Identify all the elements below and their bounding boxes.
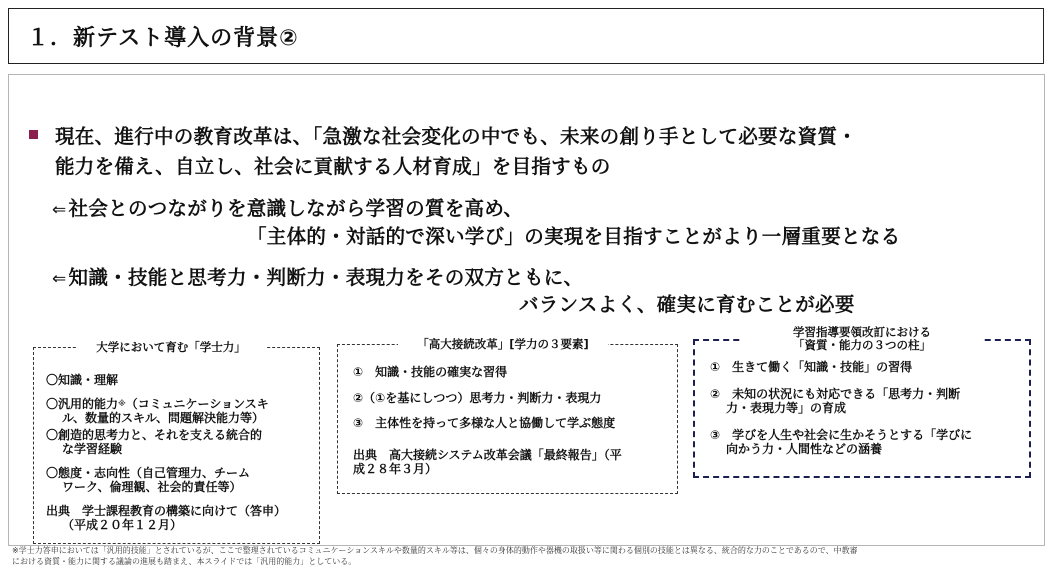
main-line-1: 現在、進行中の教育改革は、「急激な社会変化の中でも、未来の創り手として必要な資質・ bbox=[55, 125, 858, 148]
list-item: 〇態度・志向性（自己管理力、チーム bbox=[46, 465, 251, 480]
arrow-line-2-text: 知識・技能と思考力・判断力・表現力をその双方ともに、 bbox=[68, 266, 584, 289]
list-item: ③ 学びを人生や社会に生かそうとする「学びに bbox=[710, 427, 973, 442]
list-item-text: 〇汎用的能力 bbox=[46, 396, 119, 411]
list-item: ② 未知の状況にも対応できる「思考力・判断 bbox=[710, 386, 961, 401]
footnote-mark: ※ bbox=[118, 398, 126, 408]
source-citation-continued: （平成２０年１２月） bbox=[62, 518, 183, 532]
main-line-2: 能力を備え、自立し、社会に貢献する人材育成」を目指すもの bbox=[55, 155, 611, 178]
arrow-line-1-text: 社会とのつながりを意識しながら学習の質を高め、 bbox=[68, 197, 524, 220]
list-item: 〇創造的思考力と、それを支える統合的 bbox=[46, 427, 263, 442]
left-double-arrow-icon: ⇐ bbox=[52, 200, 67, 220]
box-label-line: 「資質・能力の３つの柱」 bbox=[793, 338, 931, 352]
list-item: 〇知識・理解 bbox=[46, 373, 119, 387]
title-box bbox=[8, 8, 1044, 64]
list-item-text: （コミュニケーションスキ bbox=[125, 396, 269, 411]
arrow-line-2 bbox=[52, 262, 583, 290]
footnote bbox=[12, 545, 1042, 567]
left-double-arrow-icon: ⇐ bbox=[52, 269, 67, 289]
list-item bbox=[46, 397, 316, 412]
footnote-line: ※学士力答申においては「汎用的技能」とされているが、ここで整理されているコミュニケーションスキルや数量的スキル等は、個々の身体的動作や器機の取扱い等に関わる個別の技能とは異なる、統合的な力のことであるので、中教審 bbox=[12, 546, 858, 555]
list-item-continued: 向かう力・人間性などの涵養 bbox=[726, 442, 883, 456]
list-item-continued: ワーク、倫理観、社会的責任等） bbox=[62, 480, 242, 494]
source-citation: 出典 学士課程教育の構築に向けて（答申） bbox=[46, 503, 287, 518]
gakushiryoku-box-label: 大学において育む「学士力」 bbox=[76, 341, 266, 354]
arrow-line-1 bbox=[52, 193, 523, 221]
list-item-continued: な学習経験 bbox=[62, 442, 123, 456]
list-item: ②（①を基にしつつ）思考力・判断力・表現力 bbox=[353, 390, 602, 405]
koudai-setsuzoku-box-label: 「高大接続改革」[学力の３要素] bbox=[398, 338, 608, 351]
list-item: ① 生きて働く「知識・技能」の習得 bbox=[710, 360, 913, 374]
page-title: １．新テスト導入の背景② bbox=[27, 25, 299, 51]
box-label-line: 学習指導要領改訂における bbox=[793, 325, 931, 339]
list-item-continued: 力・表現力等」の育成 bbox=[726, 401, 847, 415]
main-line-6: バランスよく、確実に育むことが必要 bbox=[519, 293, 855, 316]
gakushiryoku-items bbox=[46, 373, 316, 533]
source-citation-continued: 成２８年３月） bbox=[353, 462, 438, 476]
koudai-setsuzoku-items bbox=[353, 365, 675, 477]
shishitsu-nouryoku-box-label bbox=[742, 326, 982, 352]
footnote-line: における資質・能力に関する議論の進展も踏まえ、本スライドでは「汎用的能力」としている。 bbox=[12, 557, 357, 566]
list-item: ① 知識・技能の確実な習得 bbox=[353, 365, 508, 379]
list-item: ③ 主体性を持って多様な人と協働して学ぶ態度 bbox=[353, 416, 616, 430]
shishitsu-nouryoku-items bbox=[710, 360, 1028, 457]
source-citation: 出典 高大接続システム改革会議「最終報告」（平 bbox=[353, 447, 622, 462]
main-line-4: 「主体的・対話的で深い学び」の実現を目指すことがより一層重要となる bbox=[247, 225, 901, 248]
bullet-square-icon bbox=[29, 130, 38, 139]
list-item-continued: ル、数量的スキル、問題解決能力等） bbox=[62, 411, 264, 425]
